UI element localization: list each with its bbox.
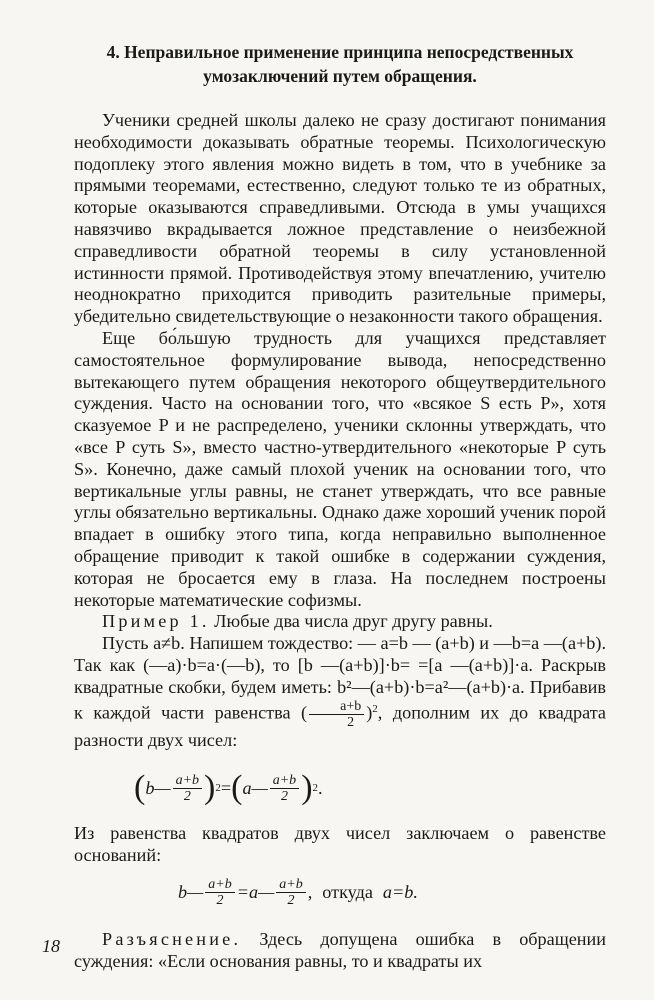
formula-2-left: b— <box>178 882 204 903</box>
page-body <box>74 40 606 973</box>
paragraph-2: Еще бо́льшую трудность для учащихся представляет самостоятельное формулирование вывода, непосредственно вытекающего путем обращения некоторого общеутвердительного суждения. Часто на основании того, что «всякое S есть P», хотя сказуемое P и не распределено, ученики склонны утверждать, что «все P суть S», вместо частно-утвердительного «некоторые P суть S». Конечно, даже самый плохой ученик на основании того, что вертикальные углы равны, не станет утверждать, что все равные углы обязательно вертикальны. Однако даже хороший ученик порой впадает в ошибку этого типа, когда неправильно выполненное обращение приводит к такой ошибке в содержании суждения, которая не бросается ему в глаза. На последнем построены некоторые математические софизмы. <box>74 327 606 610</box>
formula-1-left: b— <box>145 777 171 798</box>
heading-line-1: 4. Неправильное применение принципа непосредственных <box>106 42 574 62</box>
heading-line-2: умозаключений путем обращения. <box>203 66 477 86</box>
paragraph-3-tail: , дополним их до квадрата разности двух чисел: <box>74 702 606 750</box>
paragraph-1: Ученики средней школы далеко не сразу достигают понимания необходимости доказывать обратные теоремы. Психологическую подоплеку этого явления можно видеть в том, что в учебнике за прямыми теоремами, естественно, следуют только те из обратных, которые оказываются справедливыми. Отсюда в умы учащихся навязчиво вкрадывается ложное представление о неизбежной справедливости обратной теоремы в силу установленной истинности прямой. Противодействуя этому впечатлению, учителю неоднократно приходится приводить разительные примеры, убедительно свидетельствующие о незаконности такого обращения. <box>74 110 606 327</box>
formula-2: b— $\frac{a+b}{2}$ =a— $\frac{a+b}{2}$ , откуда a=b. <box>178 877 418 909</box>
paragraph-4: Из равенства квадратов двух чисел заключаем о равенстве оснований: <box>74 823 606 866</box>
example-text: Любые два числа друг другу равны. <box>214 611 493 632</box>
page-number: 18 <box>42 936 60 956</box>
fraction-numerator: a+b <box>309 699 364 715</box>
paragraph-3-fraction <box>309 699 364 730</box>
formula-2-mid: =a— <box>236 882 275 903</box>
formula-1-exp-right: 2 <box>312 782 319 795</box>
section-heading <box>74 40 606 88</box>
explanation-label: Разъяснение. <box>102 928 242 949</box>
explanation-text: Здесь допущена ошибка в обращении суждения: «Если основания равны, то и квадраты их <box>74 928 606 971</box>
fraction-denominator: 2 <box>347 714 355 730</box>
paragraph-3-text: Пусть a≠b. Напишем тождество: — a=b — (a+b) и —b=a —(a+b). Так как (—a)·b=a·(—b), то [b —(a+b)]·b= =[a —(a+b)]·a. Раскрыв квадратные скобки, будем иметь: b²—(a+b)·b=a²—(a+b)·a. Прибавив к каждой части равенства <box>74 633 607 723</box>
paragraph-3: Пусть a≠b. Напишем тождество: — a=b — (a+b) и —b=a —(a+b). Так как (—a)·b=a·(—b), то [b —(a+b)]·b= =[a —(a+b)]·a. Раскрыв квадратные скобки, будем иметь: b²—(a+b)·b=a²—(a+b)·a. Прибавив к каждой части равенства ( $\frac{a+b}{2}$ )$^2$, дополним их до квадрата разности двух чисел: <box>74 633 607 750</box>
example-line <box>74 611 606 633</box>
formula-2-fraction-left: $\frac{a+b}{2}$ <box>205 877 234 908</box>
formula-2-fraction-right: $\frac{a+b}{2}$ <box>276 877 305 908</box>
formula-1-equals: = <box>220 777 232 798</box>
fraction-exponent: 2 <box>372 702 378 715</box>
formula-1-fraction-left: $\frac{a+b}{2}$ <box>173 773 202 804</box>
example-label: Пример 1. <box>102 611 210 632</box>
formula-1-fraction-right: $\frac{a+b}{2}$ <box>270 773 299 804</box>
formula-1: ( b— $\frac{a+b}{2}$ ) 2 = ( a— $\frac{a+b}{2}$ ) 2 . <box>134 769 323 807</box>
formula-2-result: a=b. <box>382 882 418 903</box>
formula-1-right: a— <box>242 777 268 798</box>
formula-2-word: откуда <box>322 882 373 903</box>
explanation-paragraph <box>74 929 606 973</box>
formula-1-exp-left: 2 <box>215 782 221 795</box>
